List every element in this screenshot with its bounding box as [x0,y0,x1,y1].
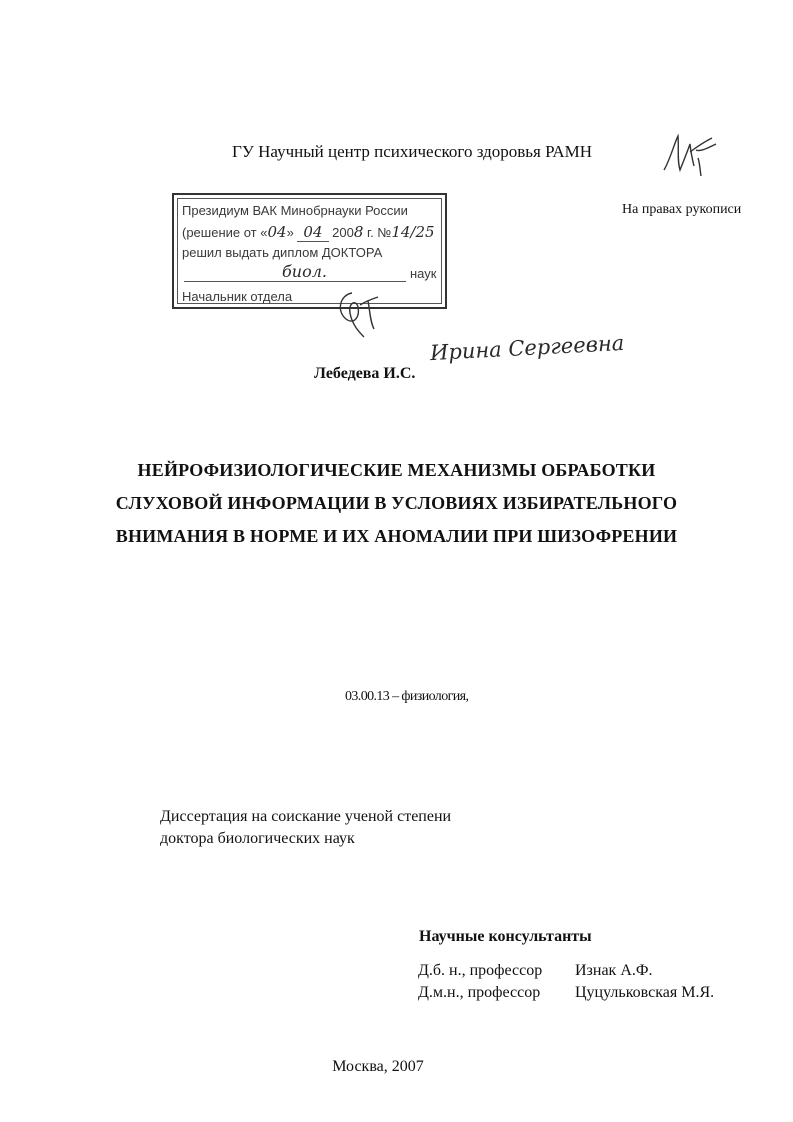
stamp-line-presidium: Президиум ВАК Минобрнауки России [182,203,408,218]
title-line-1: НЕЙРОФИЗИОЛОГИЧЕСКИЕ МЕХАНИЗМЫ ОБРАБОТКИ [137,460,656,480]
city-year: Москва, 2007 [332,1058,424,1075]
degree-line-2: доктора биологических наук [160,830,355,847]
stamp-number: 14/25 [391,223,435,241]
title-line-2: СЛУХОВОЙ ИНФОРМАЦИИ В УСЛОВИЯХ ИЗБИРАТЕЛЬНОГО [115,493,678,513]
handwritten-full-name: Ирина Сергеевна [429,330,625,366]
stamp-line-head: Начальник отдела [182,289,293,304]
consultant-name: Цуцульковская М.Я. [575,984,715,1001]
author-name: Лебедева И.С. [314,365,416,382]
consultants-heading: Научные консультанты [419,928,592,945]
consultant-name: Изнак А.Ф. [575,962,653,979]
stamp-line-decided: решил выдать диплом ДОКТОРА [182,245,383,260]
stamp-line-decision: (решение от «04» 04 2008 г. №14/25 [182,223,435,241]
stamp-signature [330,283,390,339]
stamp-year-digit: 8 [353,223,364,241]
stamp-field: биол. [282,262,327,281]
specialty-code: 03.00.13 – физиология, [345,689,469,704]
degree-line-1: Диссертация на соискание ученой степени [160,808,452,825]
consultant-title: Д.б. н., профессор [418,962,543,979]
rights-notice: На правах рукописи [622,202,742,217]
consultant-title: Д.м.н., профессор [418,984,541,1001]
stamp-month: 04 [297,223,328,242]
stamp-day: 04 [267,223,287,241]
signature-top-right [660,130,728,178]
consultant-row [418,984,715,1002]
title-line-3: ВНИМАНИЯ В НОРМЕ И ИХ АНОМАЛИИ ПРИ ШИЗОФРЕНИИ [115,526,678,546]
consultant-row [418,962,653,980]
institution-name: ГУ Научный центр психического здоровья РАМН [232,142,593,161]
vak-stamp: Президиум ВАК Минобрнауки России (решение от «04» 04 2008 г. №14/25 решил выдать диплом ДОКТОРА биол. наук Начальник отдела [172,193,447,309]
